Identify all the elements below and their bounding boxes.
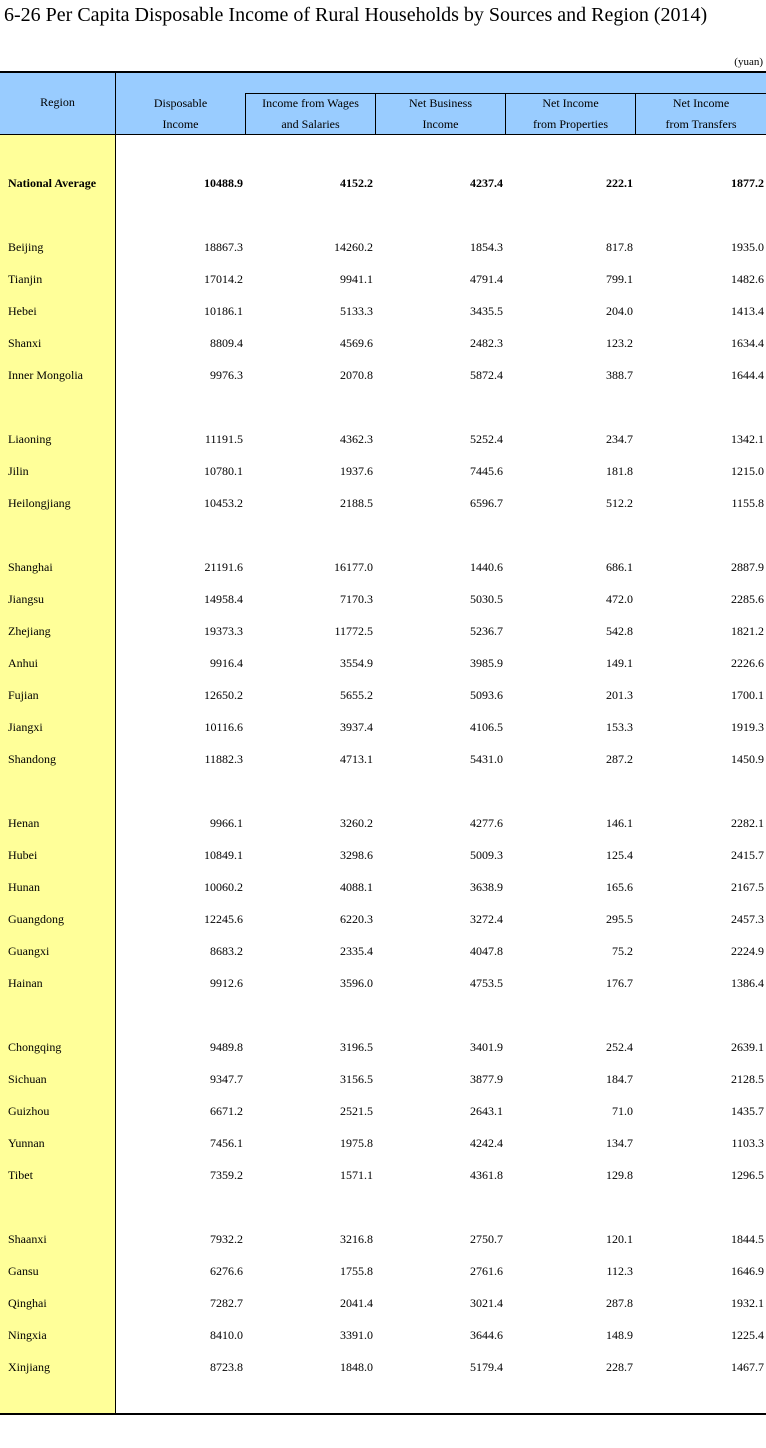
disposable-value: 14958.4	[204, 592, 243, 606]
transfers-value: 2282.1	[731, 816, 764, 830]
disposable-value: 8723.8	[210, 1360, 243, 1374]
business-value: 3401.9	[470, 1040, 503, 1054]
disposable-value: 10060.2	[204, 880, 243, 894]
table-row	[0, 848, 766, 868]
table-row	[0, 1072, 766, 1092]
business-value: 3272.4	[470, 912, 503, 926]
wages-value: 1848.0	[340, 1360, 373, 1374]
transfers-value: 1646.9	[731, 1264, 764, 1278]
disposable-value: 8410.0	[210, 1328, 243, 1342]
business-value: 2482.3	[470, 336, 503, 350]
business-value: 4791.4	[470, 272, 503, 286]
business-value: 5030.5	[470, 592, 503, 606]
wages-value: 1975.8	[340, 1136, 373, 1150]
transfers-value: 1435.7	[731, 1104, 764, 1118]
table-row	[0, 1296, 766, 1316]
header-property-line2: from Properties	[533, 117, 608, 131]
property-value: 176.7	[606, 976, 633, 990]
property-value: 228.7	[606, 1360, 633, 1374]
disposable-value: 9916.4	[210, 656, 243, 670]
transfers-value: 1932.1	[731, 1296, 764, 1310]
wages-value: 3260.2	[340, 816, 373, 830]
business-value: 4277.6	[470, 816, 503, 830]
region-name: Fujian	[8, 688, 39, 702]
transfers-value: 1225.4	[731, 1328, 764, 1342]
disposable-value: 7359.2	[210, 1168, 243, 1182]
region-name: Inner Mongolia	[8, 368, 83, 382]
header-disposable-line2: Income	[162, 117, 199, 131]
transfers-value: 1844.5	[731, 1232, 764, 1246]
header-business-line2: Income	[422, 117, 459, 131]
business-value: 3638.9	[470, 880, 503, 894]
table-row	[0, 592, 766, 612]
wages-value: 1937.6	[340, 464, 373, 478]
wages-value: 4152.2	[340, 176, 373, 190]
disposable-value: 17014.2	[204, 272, 243, 286]
disposable-value: 21191.6	[204, 560, 243, 574]
region-name: Yunnan	[8, 1136, 45, 1150]
property-value: 287.8	[606, 1296, 633, 1310]
business-value: 5236.7	[470, 624, 503, 638]
wages-value: 2521.5	[340, 1104, 373, 1118]
table-row	[0, 1264, 766, 1284]
disposable-value: 7932.2	[210, 1232, 243, 1246]
transfers-value: 2887.9	[731, 560, 764, 574]
business-value: 7445.6	[470, 464, 503, 478]
transfers-value: 2639.1	[731, 1040, 764, 1054]
property-value: 112.3	[606, 1264, 633, 1278]
wages-value: 6220.3	[340, 912, 373, 926]
region-name: Gansu	[8, 1264, 39, 1278]
table-row	[0, 1040, 766, 1060]
property-value: 181.8	[606, 464, 633, 478]
disposable-value: 7456.1	[210, 1136, 243, 1150]
table-bottom-rule	[0, 1413, 766, 1415]
transfers-value: 1155.8	[731, 496, 764, 510]
region-name: National Average	[8, 176, 97, 190]
header-disposable-line1: Disposable	[153, 96, 208, 110]
business-value: 5872.4	[470, 368, 503, 382]
disposable-value: 9489.8	[210, 1040, 243, 1054]
disposable-value: 6671.2	[210, 1104, 243, 1118]
region-name: Hubei	[8, 848, 38, 862]
table-row	[0, 336, 766, 356]
disposable-value: 9966.1	[210, 816, 243, 830]
transfers-value: 2415.7	[731, 848, 764, 862]
disposable-value: 12650.2	[204, 688, 243, 702]
wages-value: 1755.8	[340, 1264, 373, 1278]
wages-value: 2041.4	[340, 1296, 373, 1310]
business-value: 5252.4	[470, 432, 503, 446]
property-value: 542.8	[606, 624, 633, 638]
region-name: Shandong	[8, 752, 56, 766]
region-name: Hainan	[8, 976, 43, 990]
table-row	[0, 656, 766, 676]
disposable-value: 8809.4	[210, 336, 243, 350]
table-row	[0, 368, 766, 388]
region-name: Zhejiang	[8, 624, 51, 638]
transfers-value: 2224.9	[731, 944, 764, 958]
property-value: 71.0	[612, 1104, 633, 1118]
header-transfers-line2: from Transfers	[665, 117, 737, 131]
header-business-line1: Net Business	[409, 96, 472, 110]
wages-value: 3554.9	[340, 656, 373, 670]
table-row	[0, 176, 766, 196]
wages-value: 3596.0	[340, 976, 373, 990]
transfers-value: 1467.7	[731, 1360, 764, 1374]
wages-value: 2188.5	[340, 496, 373, 510]
business-value: 5009.3	[470, 848, 503, 862]
business-value: 4106.5	[470, 720, 503, 734]
business-value: 5179.4	[470, 1360, 503, 1374]
transfers-value: 1296.5	[731, 1168, 764, 1182]
disposable-value: 18867.3	[204, 240, 243, 254]
table-row	[0, 304, 766, 324]
wages-value: 3391.0	[340, 1328, 373, 1342]
table-row	[0, 1136, 766, 1156]
business-value: 2643.1	[470, 1104, 503, 1118]
property-value: 120.1	[606, 1232, 633, 1246]
property-value: 222.1	[606, 176, 633, 190]
table-row	[0, 880, 766, 900]
table-row	[0, 816, 766, 836]
transfers-value: 1877.2	[731, 176, 764, 190]
transfers-value: 1700.1	[731, 688, 764, 702]
wages-value: 2335.4	[340, 944, 373, 958]
region-name: Tibet	[8, 1168, 33, 1182]
disposable-value: 7282.7	[210, 1296, 243, 1310]
region-name: Jiangsu	[8, 592, 44, 606]
transfers-value: 1386.4	[731, 976, 764, 990]
wages-value: 4569.6	[340, 336, 373, 350]
business-value: 5093.6	[470, 688, 503, 702]
region-name: Jiangxi	[8, 720, 43, 734]
disposable-value: 6276.6	[210, 1264, 243, 1278]
region-name: Guangdong	[8, 912, 64, 926]
table-row	[0, 624, 766, 644]
business-value: 1440.6	[470, 560, 503, 574]
table-row	[0, 1360, 766, 1380]
business-value: 5431.0	[470, 752, 503, 766]
wages-value: 3937.4	[340, 720, 373, 734]
region-name: Anhui	[8, 656, 38, 670]
business-value: 4047.8	[470, 944, 503, 958]
region-name: Shanxi	[8, 336, 42, 350]
property-value: 295.5	[606, 912, 633, 926]
wages-value: 11772.5	[334, 624, 373, 638]
region-name: Hebei	[8, 304, 37, 318]
table-row	[0, 1232, 766, 1252]
header-transfers-line1: Net Income	[672, 96, 730, 110]
disposable-value: 10453.2	[204, 496, 243, 510]
region-name: Shanghai	[8, 560, 53, 574]
wages-value: 3196.5	[340, 1040, 373, 1054]
disposable-value: 10116.6	[204, 720, 243, 734]
table-row	[0, 1328, 766, 1348]
business-value: 2750.7	[470, 1232, 503, 1246]
property-value: 472.0	[606, 592, 633, 606]
business-value: 3021.4	[470, 1296, 503, 1310]
property-value: 512.2	[606, 496, 633, 510]
business-value: 4237.4	[470, 176, 503, 190]
region-name: Guangxi	[8, 944, 50, 958]
transfers-value: 1919.3	[731, 720, 764, 734]
transfers-value: 1634.4	[731, 336, 764, 350]
transfers-value: 1935.0	[731, 240, 764, 254]
table-row	[0, 1168, 766, 1188]
property-value: 148.9	[606, 1328, 633, 1342]
business-value: 1854.3	[470, 240, 503, 254]
property-value: 388.7	[606, 368, 633, 382]
property-value: 204.0	[606, 304, 633, 318]
table-row	[0, 272, 766, 292]
unit-label: (yuan)	[734, 56, 763, 68]
transfers-value: 1450.9	[731, 752, 764, 766]
wages-value: 4713.1	[340, 752, 373, 766]
region-name: Jilin	[8, 464, 29, 478]
disposable-value: 9976.3	[210, 368, 243, 382]
region-name: Liaoning	[8, 432, 52, 446]
disposable-value: 19373.3	[204, 624, 243, 638]
transfers-value: 1413.4	[731, 304, 764, 318]
property-value: 125.4	[606, 848, 633, 862]
region-name: Hunan	[8, 880, 40, 894]
property-value: 75.2	[612, 944, 633, 958]
header-wages-line1: Income from Wages	[262, 96, 359, 110]
property-value: 686.1	[606, 560, 633, 574]
business-value: 6596.7	[470, 496, 503, 510]
header-property-line1: Net Income	[542, 96, 599, 110]
header-region: Region	[40, 95, 75, 109]
region-name: Guizhou	[8, 1104, 50, 1118]
wages-value: 4088.1	[340, 880, 373, 894]
business-value: 4361.8	[470, 1168, 503, 1182]
transfers-value: 1215.0	[731, 464, 764, 478]
property-value: 165.6	[606, 880, 633, 894]
transfers-value: 1342.1	[731, 432, 764, 446]
wages-value: 2070.8	[340, 368, 373, 382]
property-value: 153.3	[606, 720, 633, 734]
table-row	[0, 432, 766, 452]
table-row	[0, 240, 766, 260]
table-row	[0, 752, 766, 772]
wages-value: 1571.1	[340, 1168, 373, 1182]
wages-value: 3298.6	[340, 848, 373, 862]
disposable-value: 11191.5	[204, 432, 243, 446]
table-row	[0, 1104, 766, 1124]
table-title: 6-26 Per Capita Disposable Income of Rural Households by Sources and Region (2014)	[4, 4, 708, 26]
table-row	[0, 496, 766, 516]
disposable-value: 8683.2	[210, 944, 243, 958]
disposable-value: 9347.7	[210, 1072, 243, 1086]
business-value: 2761.6	[470, 1264, 503, 1278]
property-value: 149.1	[606, 656, 633, 670]
wages-value: 9941.1	[340, 272, 373, 286]
region-name: Xinjiang	[8, 1360, 50, 1374]
table-row	[0, 720, 766, 740]
wages-value: 7170.3	[340, 592, 373, 606]
wages-value: 4362.3	[340, 432, 373, 446]
property-value: 134.7	[606, 1136, 633, 1150]
disposable-value: 12245.6	[204, 912, 243, 926]
transfers-value: 2226.6	[731, 656, 764, 670]
wages-value: 5133.3	[340, 304, 373, 318]
wages-value: 5655.2	[340, 688, 373, 702]
property-value: 817.8	[606, 240, 633, 254]
property-value: 799.1	[606, 272, 633, 286]
property-value: 123.2	[606, 336, 633, 350]
disposable-value: 10186.1	[204, 304, 243, 318]
transfers-value: 2167.5	[731, 880, 764, 894]
transfers-value: 1103.3	[731, 1136, 764, 1150]
transfers-value: 2128.5	[731, 1072, 764, 1086]
region-name: Ningxia	[8, 1328, 47, 1342]
disposable-value: 11882.3	[204, 752, 243, 766]
header-wages-line2: and Salaries	[281, 117, 340, 131]
business-value: 3435.5	[470, 304, 503, 318]
business-value: 3877.9	[470, 1072, 503, 1086]
business-value: 4242.4	[470, 1136, 503, 1150]
region-name: Tianjin	[8, 272, 43, 286]
transfers-value: 1644.4	[731, 368, 764, 382]
business-value: 3644.6	[470, 1328, 503, 1342]
disposable-value: 10849.1	[204, 848, 243, 862]
table-row	[0, 944, 766, 964]
transfers-value: 1482.6	[731, 272, 764, 286]
region-name: Chongqing	[8, 1040, 62, 1054]
region-name: Shaanxi	[8, 1232, 47, 1246]
property-value: 146.1	[606, 816, 633, 830]
wages-value: 3216.8	[340, 1232, 373, 1246]
wages-value: 16177.0	[334, 560, 373, 574]
disposable-value: 9912.6	[210, 976, 243, 990]
table-row	[0, 560, 766, 580]
property-value: 129.8	[606, 1168, 633, 1182]
table-row	[0, 912, 766, 932]
property-value: 234.7	[606, 432, 633, 446]
wages-value: 3156.5	[340, 1072, 373, 1086]
disposable-value: 10780.1	[204, 464, 243, 478]
business-value: 3985.9	[470, 656, 503, 670]
transfers-value: 2457.3	[731, 912, 764, 926]
table-row	[0, 688, 766, 708]
data-table	[0, 71, 766, 1415]
property-value: 252.4	[606, 1040, 633, 1054]
region-name: Beijing	[8, 240, 44, 254]
transfers-value: 2285.6	[731, 592, 764, 606]
region-name: Qinghai	[8, 1296, 47, 1310]
business-value: 4753.5	[470, 976, 503, 990]
transfers-value: 1821.2	[731, 624, 764, 638]
disposable-value: 10488.9	[204, 176, 243, 190]
region-name: Sichuan	[8, 1072, 47, 1086]
property-value: 287.2	[606, 752, 633, 766]
property-value: 184.7	[606, 1072, 633, 1086]
table-row	[0, 464, 766, 484]
wages-value: 14260.2	[334, 240, 373, 254]
region-name: Heilongjiang	[8, 496, 71, 510]
table-row	[0, 976, 766, 996]
property-value: 201.3	[606, 688, 633, 702]
region-name: Henan	[8, 816, 40, 830]
